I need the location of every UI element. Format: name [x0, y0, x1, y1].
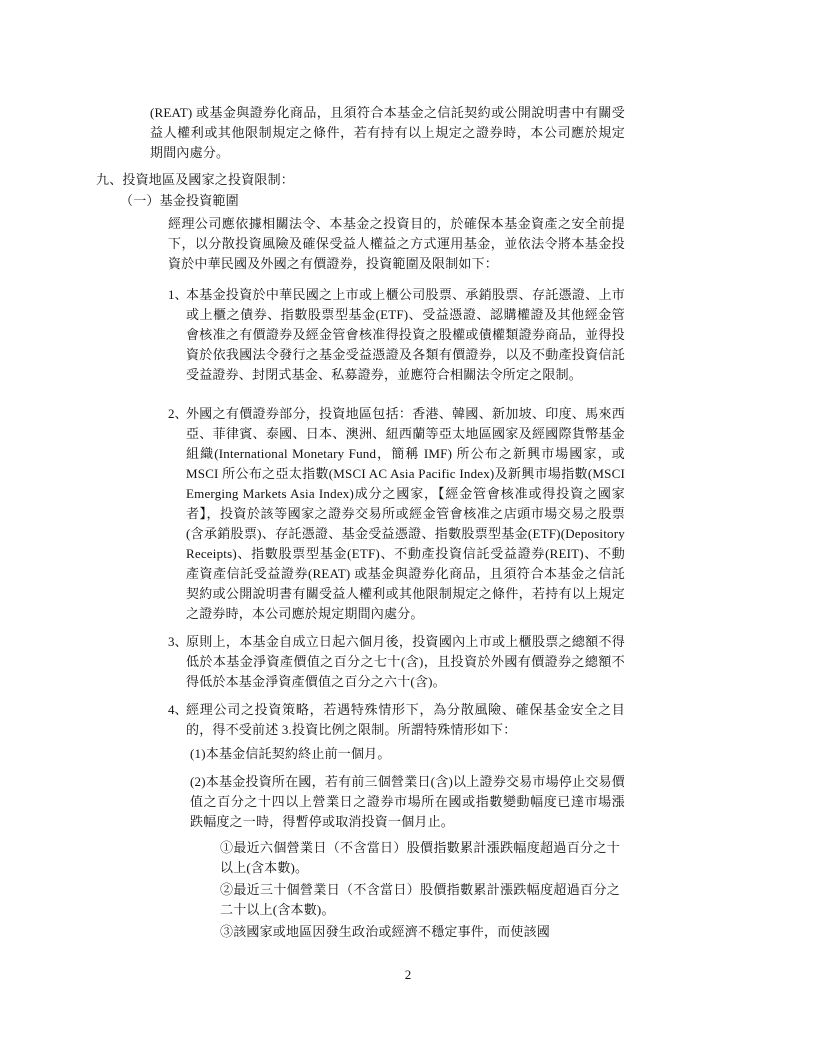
item-2-paragraph: [186, 404, 629, 626]
circled-item-1-text: ①最近六個營業日（不含當日）股價指數累計漲跌幅度超過百分之十以上(含本數)。: [220, 840, 620, 875]
item-4-text: 經理公司之投資策略，若遇特殊情形下，為分散風險、確保基金安全之目的，得不受前述 3.投資比例之限制。所謂特殊情形如下：: [186, 702, 625, 737]
item-3-text: 原則上，本基金自成立日起六個月後，投資國內上市或上櫃股票之總額不得低於本基金淨資產價值之百分之七十(含)，且投資於外國有價證券之總額不得低於本基金淨資產價值之百分之六十(含)。: [186, 634, 625, 689]
subsection-heading: [120, 191, 420, 211]
item-4-paragraph: [186, 700, 625, 742]
top-paragraph: [150, 103, 625, 165]
item-3-number: 3、: [168, 634, 188, 649]
subsection-heading-text: （一）基金投資範圍: [120, 193, 239, 208]
section-heading-text: 九、投資地區及國家之投資限制：: [96, 172, 295, 187]
intro-paragraph: [168, 214, 625, 276]
sub-item-2-text: (2)本基金投資所在國，若有前三個營業日(含)以上證券交易市場停止交易價值之百分之十四以上營業日之證券市場所在國或指數變動幅度已達市場漲跌幅度之一時，得暫停或取消投資一個月止。: [190, 774, 625, 829]
top-paragraph-text: (REAT) 或基金與證券化商品，且須符合本基金之信託契約或公開說明書中有關受益人權利或其他限制規定之條件，若有持有以上規定之證券時，本公司應於規定期間內處分。: [150, 105, 625, 160]
circled-item-2: [220, 880, 620, 922]
item-2-text: 外國之有價證券部分，投資地區包括：香港、韓國、新加坡、印度、馬來西亞、菲律賓、泰國、日本、澳洲、紐西蘭等亞太地區國家及經國際貨幣基金組織(International Monetary Fund，簡稱 IMF) 所公布之新興市場國家，或 MSCI 所公布之亞太指數(MSCI AC Asia Pacific Index)及新興市場指數(MSCI Emerging Markets Asia Index)成分之國家，【經金管會核准或得投資之國家者】，投資於該等國家之證券交易所或經金管會核准之店頭市場交易之股票(含承銷股票)、存託憑證、基金受益憑證、指數股票型基金(ETF)(Depository Receipts)、指數股票型基金(ETF)、不動產投資信託受益證券(REIT)、不動產資產信託受益證券(REAT) 或基金與證券化商品，且須符合本基金之信託契約或公開說明書有關受益人權利或其他限制規定之條件，若持有以上規定之證券時，本公司應於規定期間內處分。: [186, 406, 629, 621]
circled-item-2-text: ②最近三十個營業日（不含當日）股價指數累計漲跌幅度超過百分之二十以上(含本數)。: [220, 882, 620, 917]
item-4-number: 4、: [168, 702, 188, 717]
sub-item-2: [190, 772, 625, 834]
intro-paragraph-text: 經理公司應依據相關法令、本基金之投資目的，於確保本基金資產之安全前提下，以分散投資風險及確保受益人權益之方式運用基金，並依法令將本基金投資於中華民國及外國之有價證券，投資範圍及限制如下：: [168, 216, 625, 271]
section-heading: [96, 170, 396, 190]
sub-item-1: [190, 744, 625, 764]
item-1-text: 本基金投資於中華民國之上市或上櫃公司股票、承銷股票、存託憑證、上市或上櫃之債券、指數股票型基金(ETF)、受益憑證、認購權證及其他經金管會核准之有價證券及經金管會核准得投資之股權或債權類證券商品，並得投資於依我國法令發行之基金受益憑證及各類有價證券，以及不動產投資信託受益證券、封閉式基金、私募證券，並應符合相關法令所定之限制。: [186, 287, 625, 382]
item-3-paragraph: [186, 632, 625, 694]
circled-item-3: [220, 922, 620, 942]
sub-item-1-text: (1)本基金信託契約終止前一個月。: [190, 746, 391, 761]
item-1-number: 1、: [168, 287, 188, 302]
page-number: 2: [404, 967, 412, 982]
circled-item-3-text: ③該國家或地區因發生政治或經濟不穩定事件，而使該國: [220, 924, 551, 939]
circled-item-1: [220, 838, 620, 880]
item-1-paragraph: [186, 285, 625, 387]
item-2-number: 2、: [168, 406, 188, 421]
